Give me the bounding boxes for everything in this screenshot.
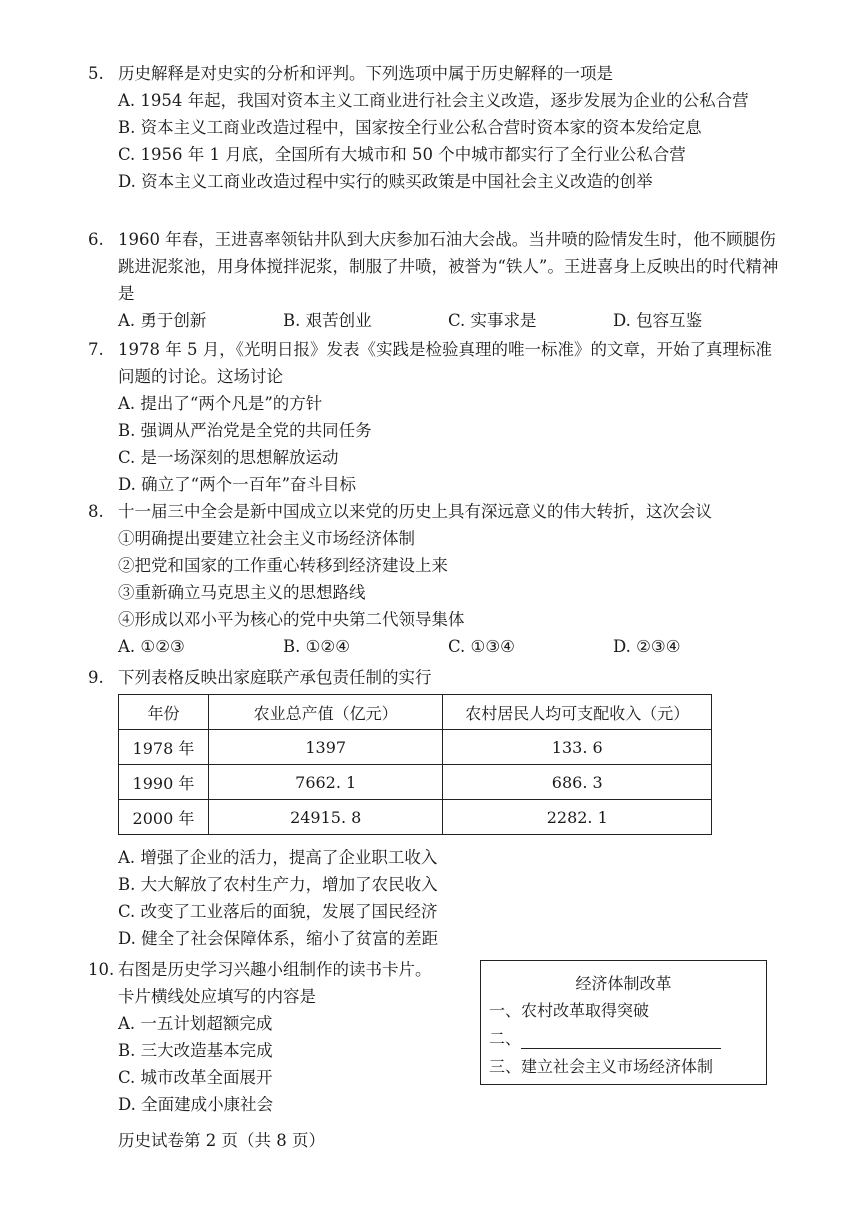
option-b: B. 大大解放了农村生产力，增加了农民收入 <box>118 875 438 894</box>
question-stem-cont: 卡片横线处应填写的内容是 <box>118 987 316 1006</box>
question-stem: 历史解释是对史实的分析和评判。下列选项中属于历史解释的一项是 <box>118 64 613 83</box>
table-cell: 1397 <box>208 730 443 765</box>
table-cell: 24915. 8 <box>208 800 443 835</box>
option-a: A. 一五计划超额完成 <box>118 1014 273 1033</box>
statement-2: ②把党和国家的工作重心转移到经济建设上来 <box>118 556 448 575</box>
table-row <box>119 800 712 835</box>
question-stem: 右图是历史学习兴趣小组制作的读书卡片。 <box>118 960 432 979</box>
question-number: 8. <box>88 502 104 521</box>
question-8 <box>88 498 788 660</box>
question-7 <box>88 336 788 498</box>
option-c: C. 是一场深刻的思想解放运动 <box>118 448 339 467</box>
card-title: 经济体制改革 <box>575 974 672 993</box>
statement-1: ①明确提出要建立社会主义市场经济体制 <box>118 529 415 548</box>
table-header: 农村居民人均可支配收入（元） <box>443 695 712 730</box>
option-b: B. ①②④ <box>283 637 350 656</box>
table-cell: 1990 年 <box>119 765 209 800</box>
question-number: 5. <box>88 64 104 83</box>
table-cell: 7662. 1 <box>208 765 443 800</box>
statement-4: ④形成以邓小平为核心的党中央第二代领导集体 <box>118 610 465 629</box>
option-c: C. 1956 年 1 月底，全国所有大城市和 50 个中城市都实行了全行业公私合营 <box>118 145 686 164</box>
option-d: D. 健全了社会保障体系，缩小了贫富的差距 <box>118 929 439 948</box>
question-5 <box>88 60 788 195</box>
statement-3: ③重新确立马克思主义的思想路线 <box>118 583 366 602</box>
table-cell: 1978 年 <box>119 730 209 765</box>
option-c: C. 实事求是 <box>448 311 537 330</box>
card-line-1: 一、农村改革取得突破 <box>489 1001 650 1020</box>
option-b: B. 艰苦创业 <box>283 311 372 330</box>
option-d: D. 全面建成小康社会 <box>118 1095 274 1114</box>
question-stem: 十一届三中全会是新中国成立以来党的历史上具有深远意义的伟大转折，这次会议 <box>118 502 712 521</box>
question-6 <box>88 226 788 334</box>
table-header-row <box>119 695 712 730</box>
options-row <box>118 633 788 660</box>
card-line-2-label: 二、 <box>489 1029 522 1048</box>
option-b: B. 资本主义工商业改造过程中，国家按全行业公私合营时资本家的资本发给定息 <box>118 118 702 137</box>
fill-blank <box>521 1030 721 1049</box>
question-number: 10. <box>88 960 115 979</box>
data-table <box>118 694 712 835</box>
question-stem: 1978 年 5 月，《光明日报》发表《实践是检验真理的唯一标准》的文章，开始了真理标准问题的讨论。这场讨论 <box>118 340 772 386</box>
table-cell: 2282. 1 <box>443 800 712 835</box>
option-d: D. 包容互鉴 <box>613 311 703 330</box>
table-row <box>119 765 712 800</box>
options-row <box>118 307 788 334</box>
option-a: A. 1954 年起，我国对资本主义工商业进行社会主义改造，逐步发展为企业的公私合营 <box>118 91 749 110</box>
card-line-2 <box>481 1025 766 1053</box>
table-cell: 2000 年 <box>119 800 209 835</box>
question-10 <box>88 956 468 1118</box>
table-row <box>119 730 712 765</box>
question-stem: 1960 年春，王进喜率领钻井队到大庆参加石油大会战。当井喷的险情发生时，他不顾腿伤跳进泥浆池，用身体搅拌泥浆，制服了井喷，被誉为“铁人”。王进喜身上反映出的时代精神是 <box>118 230 779 303</box>
option-c: C. 城市改革全面展开 <box>118 1068 273 1087</box>
option-a: A. ①②③ <box>118 637 185 656</box>
question-number: 6. <box>88 230 104 249</box>
card-line-3: 三、建立社会主义市场经济体制 <box>489 1057 714 1076</box>
option-c: C. 改变了工业落后的面貌，发展了国民经济 <box>118 902 438 921</box>
question-number: 7. <box>88 340 104 359</box>
option-c: C. ①③④ <box>448 637 515 656</box>
option-a: A. 提出了“两个凡是”的方针 <box>118 394 323 413</box>
option-d: D. 确立了“两个一百年”奋斗目标 <box>118 475 357 494</box>
table-cell: 686. 3 <box>443 765 712 800</box>
table-header: 农业总产值（亿元） <box>208 695 443 730</box>
reading-card <box>480 960 767 1085</box>
table-cell: 133. 6 <box>443 730 712 765</box>
option-d: D. 资本主义工商业改造过程中实行的赎买政策是中国社会主义改造的创举 <box>118 172 653 191</box>
table-header: 年份 <box>119 695 209 730</box>
option-a: A. 勇于创新 <box>118 311 207 330</box>
question-9 <box>88 664 788 691</box>
option-d: D. ②③④ <box>613 637 681 656</box>
option-a: A. 增强了企业的活力，提高了企业职工收入 <box>118 848 438 867</box>
page-footer: 历史试卷第 2 页（共 8 页） <box>118 1131 325 1150</box>
question-9-options <box>88 844 788 952</box>
option-b: B. 强调从严治党是全党的共同任务 <box>118 421 372 440</box>
option-b: B. 三大改造基本完成 <box>118 1041 273 1060</box>
question-number: 9. <box>88 668 104 687</box>
question-stem: 下列表格反映出家庭联产承包责任制的实行 <box>118 668 432 687</box>
